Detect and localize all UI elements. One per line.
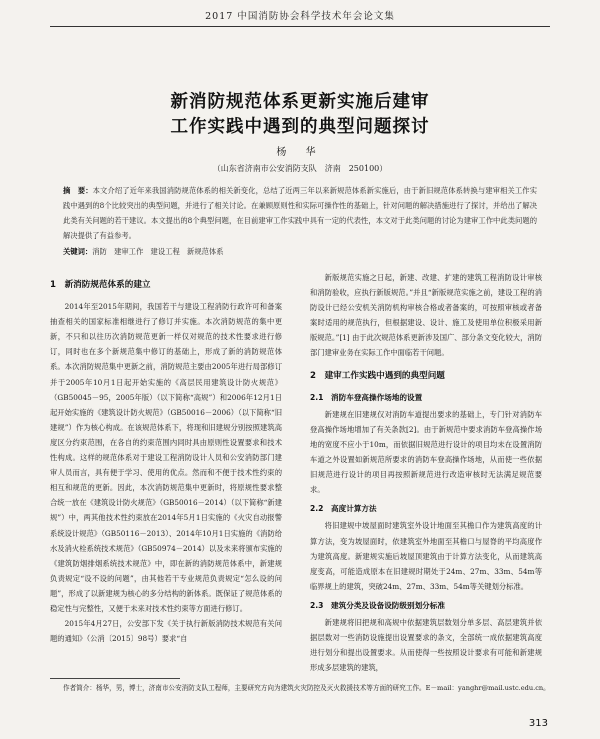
- section-2-2-paragraph: 将旧建规中坡屋面时建筑室外设计地面至其檐口作为建筑高度的计算方法，变为坡屋面时，依建筑室外地面至其檐口与屋脊的平均高度作为建筑高度。新建规实施后坡屋顶建筑由于计算方法变化，从而建筑高度变高，可能造成原本在旧建规时期处于24m、27m、33m、54m等临界规上的建筑，突破24m、27m、33m、54m等关键划分标准。: [310, 521, 542, 591]
- section-1-paragraph-1: 2014年至2015年期间，我国若干与建设工程消防行政许可和备案抽查相关的国家标准相继进行了修订并实施。本次消防规范的集中更新，不只和以往历次消防规范更新一样仅对规范的技术性要求进行修订，同时也在多个新规范集中修订的基础上，形成了新的消防规范体系。本次消防规范集中更新之前，消防规范主要由2005年进行局部修订并于2005年10月1日起开始实施的《高层民用建筑设计防火规范》（GB50045－95，2005年版）（以下简称“高规”）和2006年12月1日起开始实施的《建筑设计防火规范》（GB50016－2006）（以下简称“旧建规”）作为核心构成。在该规范体系下，将现和旧建规分别按照建筑高度区分约束范围，在各自的约束范围内同时具由原则性设置要求和技术性构成。这样的规范体系对于建设工程消防设计人员和公安消防部门建审人员而言，具有便于学习、使用的优点。然而和不便于技术性约束的相互和规范的更新。因此，本次消防规范集中更新时，将原规性要求整合统一放在《建筑设计防火规范》（GB50016－2014）（以下简称“新建规”）中，两其他技术性约束放在2014年5月1日实施的《火灾自动报警系统设计规范》（GB50116－2013）、2014年10月1日实施的《消防给水及消火栓系统技术规范》（GB50974－2014）以及未来将颁布实施的《建筑防烟排烟系统技术规范》中，即在新的消防规范体系中，新建规负责规定“设不设的问题”，由其他若干专业规范负责规定“怎么设的问题”，形成了以新建规为核心的多分结构的新体系。既保证了规范体系的稳定性与完整性，又便于未来对技术性约束等方面进行修订。: [50, 302, 282, 613]
- right-column: [310, 270, 542, 675]
- section-1-paragraph-2: 2015年4月27日，公安部下发《关于执行新版消防技术规范有关问题的通知》（公消〔2015〕98号）要求“自: [50, 619, 282, 644]
- section-1-heading: 1 新消防规范体系的建立: [50, 280, 151, 290]
- section-2-2-heading: 2.2 高度计算方法: [310, 504, 377, 514]
- section-2-3-heading: 2.3 建筑分类及设备设防级别划分标准: [310, 600, 445, 610]
- keywords-text: 消防 建审工作 建设工程 新规范体系: [92, 247, 224, 256]
- section-2-1-heading: 2.1 消防车登高操作场地的设置: [310, 392, 423, 402]
- author-footnote: 作者简介：杨华，男，博士，济南市公安消防支队工程师，主要研究方向为建筑火灾防控及灭火救援技术等方面的研究工作。E－mail：yanghr@mail.ustc.edu.cn。: [63, 684, 550, 692]
- running-header: 2017 中国消防协会科学技术年会论文集: [205, 11, 395, 22]
- abstract-text: 本文介绍了近年来我国消防规范体系的相关新变化，总结了近两三年以来新规范体系新实施后，由于新旧规范体系转换与建审相关工作实践中遇到的8个比较突出的典型问题，并进行了相关讨论。在兼顾原则性和实际可操作性的基础上，针对问题的解决措施进行了探讨，并给出了解决此类有关问题的若干建议。本文提出的8个典型问题，在目前建审工作实践中具有一定的代表性，本文对于此类问题的讨论为建审工作中此类问题的解决提供了有益参考。: [63, 186, 538, 240]
- left-column: [50, 270, 282, 646]
- keywords-label: 关键词：: [63, 247, 93, 256]
- paper-title-line2: 工作实践中遇到的典型问题探讨: [170, 117, 430, 137]
- abstract-label: 摘 要：: [63, 186, 93, 195]
- section-2-heading: 2 建审工作实践中遇到的典型问题: [310, 370, 445, 381]
- abstract: [63, 183, 537, 243]
- section-2-3-paragraph: 新建规将旧把规和高规中依据建筑层数划分单多层、高层建筑并依据层数对一些消防设施提出设置要求的条文，全部统一成依据建筑高度进行划分和提出设置要求。从而使得一些按照设计要求有可能和新建规形成多层建筑的建筑，: [310, 617, 542, 673]
- section-1-continuation: 新版规范实施之日起，新建、改建、扩建的建筑工程消防设计审核和消防验收，应执行新版规范。”并且“新版规范实施之前，建设工程的消防设计已经公安机关消防机构审核合格或者备案的，可按照审核或者备案时适用的规范执行，但根据建设、设计、施工及使用单位积极采用新版规范。”[1] 由于此次规范体系更新涉及国广、部分条文变化较大，消防部门建审业务在实际工作中面临若干问题。: [310, 273, 542, 358]
- section-2-1-paragraph: 新建规在旧建规仅对消防车道提出要求的基础上，专门针对消防车登高操作场地增加了有关条款[2]。由于新规范中要求消防车登高操作场地的宽度不应小于10m，而依据旧规范进行设计的项目均未在设置消防车道之外设置如新规范所要求的消防车登高操作场地，从而使一些依据旧规范进行设计的项目再按照新规范进行改造审核时无法满足规范要求。: [310, 409, 542, 495]
- keywords: [63, 247, 537, 257]
- page-number: 313: [528, 718, 548, 729]
- paper-title-line1: 新消防规范体系更新实施后建审: [170, 92, 430, 112]
- affiliation: （山东省济南市公安消防支队 济南 250100）: [212, 164, 388, 173]
- footnote-rule: [50, 678, 180, 679]
- header-rule: [50, 26, 550, 27]
- author: 杨 华: [276, 147, 324, 158]
